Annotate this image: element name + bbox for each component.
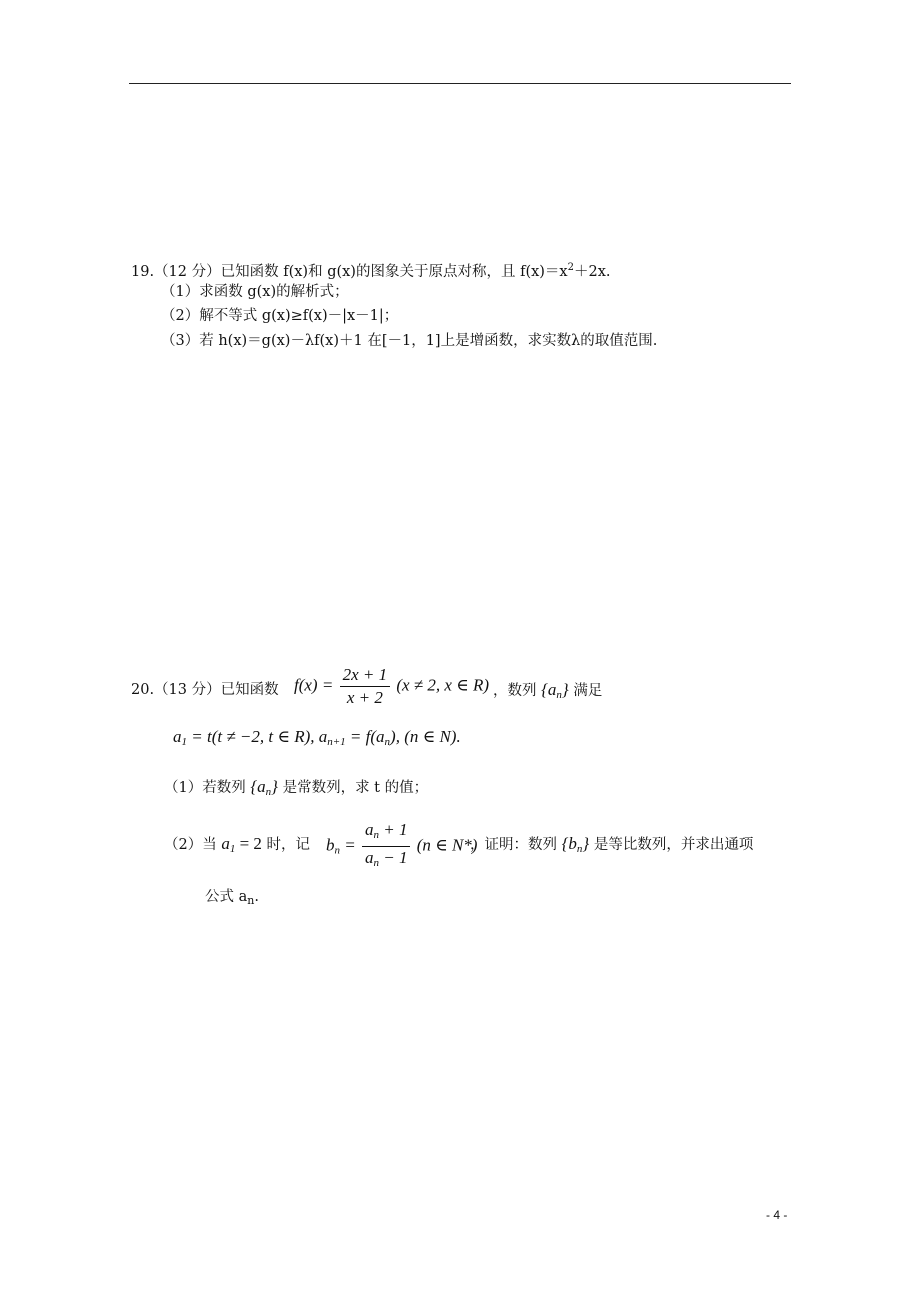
q20-function-fraction: $\frac{2x + 1}{x + 2}$ [340, 664, 391, 709]
q19-heading: 19.（12 分）已知函数 f(x)和 g(x)的图象关于原点对称，且 $f(x)=x^2+2x$. [131, 262, 611, 280]
q20-part1: （1）若数列 $\{a_n\}$ 是常数列，求 t 的值； [164, 777, 429, 798]
q20-recurrence: $a_1 = t(t \ne -2$, t ∈ R), $a_{n+1} = f(a_n)$, (n ∈ N). [173, 727, 461, 748]
q20-heading-suffix: ，数列 $\{a_n\}$ 满足 [493, 680, 603, 701]
header-rule [129, 83, 791, 84]
page-number: - 4 - [766, 1208, 788, 1222]
q20-heading-prefix: 20.（13 分）已知函数 [131, 682, 279, 698]
q20-part2-suffix: ，证明：数列 $\{b_n\}$ 是等比数列，并求出通项 [470, 834, 754, 855]
q20-part2-line2: 公式 $a_n$. [205, 889, 259, 907]
q20-bn-fraction: $\frac{a_n + 1}{a_n - 1}$ [362, 819, 410, 874]
q19-part1: （1）求函数 g(x)的解析式； [161, 284, 349, 300]
q19-part3: （3）若 h(x)＝g(x)－λf(x)＋1 在[－1，1]上是增函数，求实数λ的取值范围. [161, 333, 658, 349]
q20-part2-prefix: （2）当 $a_1 = 2$ 时，记 [164, 834, 311, 855]
q20-bn-definition: $b_n$ = $\frac{a_n + 1}{a_n - 1}$ (n ∈ N*) [326, 819, 477, 874]
q19-part2: （2）解不等式 g(x)≥f(x)－|x－1|； [161, 308, 399, 324]
q20-function-definition: f(x) = $\frac{2x + 1}{x + 2}$ (x ≠ 2, x ∈ R) [294, 665, 490, 707]
